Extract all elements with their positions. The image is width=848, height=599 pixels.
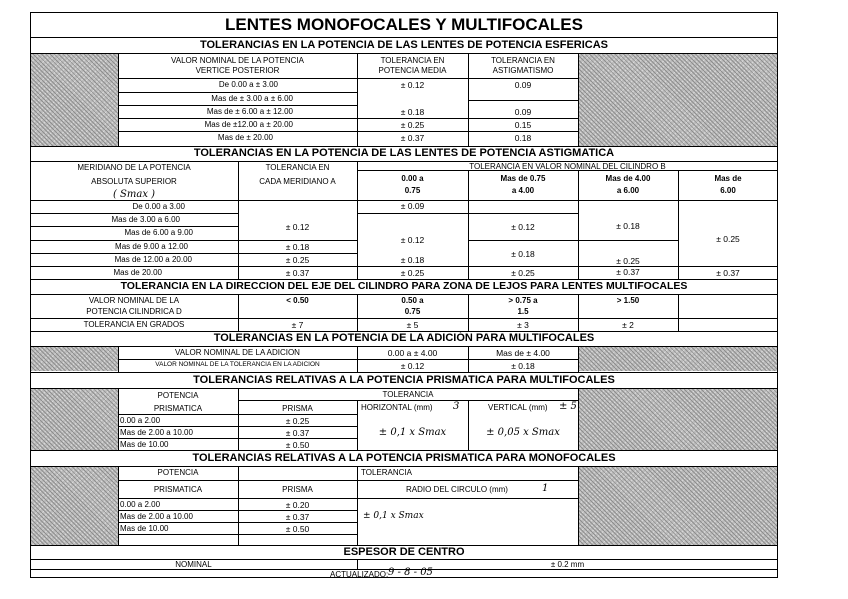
espesor-value: ± 0.2 mm xyxy=(550,560,585,569)
col-potencia-media: POTENCIA MEDIA xyxy=(378,66,447,75)
pm-vertical-value: ± 5 xyxy=(559,401,577,412)
esf-row-astig: 0.15 xyxy=(514,120,532,130)
pm-col-potencia: POTENCIA xyxy=(157,391,199,400)
shaded-area xyxy=(579,347,777,371)
shaded-area xyxy=(31,467,118,545)
pm-row-label: Mas de 10.00 xyxy=(120,440,169,449)
footer-date: 9 - 8 - 05 xyxy=(388,567,433,578)
astig-cil3: ± 0.18 xyxy=(616,221,640,231)
pm-prisma: ± 0.50 xyxy=(285,440,310,450)
astigmatica-heading: TOLERANCIAS EN LA POTENCIA DE LAS LENTES DE POTENCIA ASTIGMATICA xyxy=(193,147,615,159)
eje-grados: ± 7 xyxy=(291,320,304,330)
esf-row-media: ± 0.12 xyxy=(400,80,425,90)
shaded-area xyxy=(579,54,777,146)
cil-range: 6.00 xyxy=(720,186,736,195)
pm-col-horizontal: HORIZONTAL (mm) xyxy=(361,403,433,412)
col-potencia-media: TOLERANCIA EN xyxy=(380,56,445,65)
astig-cil1: ± 0.18 xyxy=(400,255,425,265)
espesor-label: NOMINAL xyxy=(175,560,212,569)
esf-row-media: ± 0.25 xyxy=(400,120,425,130)
esfericas-heading: TOLERANCIAS EN LA POTENCIA DE LAS LENTES DE POTENCIA ESFERICAS xyxy=(199,39,609,51)
adicion-row2-label: VALOR NOMINAL DE LA TOLERANCIA EN LA ADICION xyxy=(155,361,320,368)
pm-prisma: ± 0.25 xyxy=(285,416,310,426)
esf-row-label: De 0.00 a ± 3.00 xyxy=(218,80,278,89)
astig-cil4: ± 0.25 xyxy=(716,234,740,244)
esf-row-astig: 0.09 xyxy=(514,80,532,90)
adicion-row1-value: Mas de ± 4.00 xyxy=(496,348,550,358)
adicion-row1-value: 0.00 a ± 4.00 xyxy=(387,348,438,358)
eje-label: VALOR NOMINAL DE LA xyxy=(88,296,180,305)
pmo-row-label: Mas de 2.00 a 10.00 xyxy=(120,512,193,521)
eje-grados: ± 3 xyxy=(517,320,529,330)
col-valor-nominal: VALOR NOMINAL DE LA POTENCIA xyxy=(171,56,304,65)
pmo-radio-value: 1 xyxy=(542,483,549,494)
col-astigmatismo: TOLERANCIA EN xyxy=(491,56,555,65)
astig-row-label: Mas de 9.00 a 12.00 xyxy=(115,242,188,251)
pm-horiz-formula: ± 0,1 x Smax xyxy=(378,427,447,438)
esf-row-media: ± 0.18 xyxy=(400,107,425,117)
cil-range: Mas de xyxy=(714,174,742,183)
pm-row-label: Mas de 2.00 a 10.00 xyxy=(120,428,193,437)
pm-col-vertical: VERTICAL (mm) xyxy=(488,403,548,412)
pm-vert-formula: ± 0,05 x Smax xyxy=(486,427,560,438)
adicion-row2-value: ± 0.12 xyxy=(400,361,425,371)
astig-cil3: ± 0.25 xyxy=(616,256,640,266)
eje-label: POTENCIA CILINDRICA D xyxy=(86,307,182,316)
shaded-area xyxy=(31,347,118,371)
eje-value: > 0.75 a xyxy=(508,296,538,305)
pm-col-prisma: PRISMA xyxy=(282,404,313,413)
cil-range: a 4.00 xyxy=(511,186,535,195)
col-meridiano: ABSOLUTA SUPERIOR xyxy=(91,177,177,186)
adicion-row1-label: VALOR NOMINAL DE LA ADICION xyxy=(175,348,300,357)
shaded-area xyxy=(579,389,777,450)
astig-cil4: ± 0.37 xyxy=(716,268,740,278)
cil-range: Mas de 4.00 xyxy=(605,174,651,183)
pm-col-potencia: PRISMATICA xyxy=(153,404,203,413)
cil-range: Mas de 0.75 xyxy=(500,174,546,183)
esf-row-label: Mas de ± 20.00 xyxy=(217,133,273,142)
shaded-area xyxy=(31,54,118,146)
prism-multi-heading: TOLERANCIAS RELATIVAS A LA POTENCIA PRISMATICA PARA MULTIFOCALES xyxy=(193,374,615,386)
pmo-col-radio: RADIO DEL CIRCULO (mm) xyxy=(406,485,508,494)
esf-row-media: ± 0.37 xyxy=(400,133,425,143)
pmo-row-label: Mas de 10.00 xyxy=(120,524,169,533)
astig-tol-a: ± 0.37 xyxy=(285,268,310,278)
pmo-prisma: ± 0.20 xyxy=(285,500,310,510)
cil-range: 0.00 a xyxy=(401,174,424,183)
cil-range: a 6.00 xyxy=(616,186,640,195)
astig-row-label: Mas de 12.00 a 20.00 xyxy=(114,255,192,264)
shaded-area xyxy=(579,467,777,545)
astig-row-label: Mas de 3.00 a 6.00 xyxy=(111,215,180,224)
eje-value: 0.50 a xyxy=(401,296,424,305)
eje-value: > 1.50 xyxy=(616,296,640,305)
pmo-col-potencia: POTENCIA xyxy=(157,468,199,477)
eje-grados: ± 2 xyxy=(622,320,634,330)
esf-row-label: Mas de ± 6.00 a ± 12.00 xyxy=(206,107,293,116)
espesor-heading: ESPESOR DE CENTRO xyxy=(343,546,465,558)
prism-mono-heading: TOLERANCIAS RELATIVAS A LA POTENCIA PRISMATICA PARA MONOFOCALES xyxy=(192,452,616,464)
col-tolerancia-a: TOLERANCIA EN xyxy=(265,163,330,172)
pmo-col-tolerancia: TOLERANCIA xyxy=(361,468,412,477)
astig-cil2: ± 0.25 xyxy=(511,268,535,278)
footer-label: ACTUALIZADO: xyxy=(330,570,389,579)
eje-grados-label: TOLERANCIA EN GRADOS xyxy=(83,320,185,329)
astig-tol-a: ± 0.12 xyxy=(285,222,310,232)
astig-tol-a: ± 0.25 xyxy=(285,255,310,265)
pmo-row-label: 0.00 a 2.00 xyxy=(120,500,161,509)
col-meridiano-smax: ( Smax ) xyxy=(112,189,156,200)
astig-row-label: Mas de 20.00 xyxy=(113,268,162,277)
adicion-heading: TOLERANCIAS EN LA POTENCIA DE LA ADICIÓN PARA MULTIFOCALES xyxy=(213,332,595,344)
astig-cil2: ± 0.18 xyxy=(511,249,535,259)
eje-grados: ± 5 xyxy=(406,320,419,330)
pmo-prisma: ± 0.37 xyxy=(285,512,310,522)
astig-row-label: Mas de 6.00 a 9.00 xyxy=(124,228,193,237)
eje-value: 0.75 xyxy=(404,307,421,316)
shaded-area xyxy=(31,389,118,450)
adicion-row2-value: ± 0.18 xyxy=(511,361,535,371)
col-meridiano: MERIDIANO DE LA POTENCIA xyxy=(77,163,191,172)
col-valor-nominal: VERTICE POSTERIOR xyxy=(195,66,280,75)
pmo-formula: ± 0,1 x Smax xyxy=(363,511,424,521)
eje-value: < 0.50 xyxy=(286,296,309,305)
pm-horizontal-value: 3 xyxy=(453,401,460,412)
astig-row-label: De 0.00 a 3.00 xyxy=(132,202,185,211)
sheet-title: LENTES MONOFOCALES Y MULTIFOCALES xyxy=(225,15,583,34)
astig-cil3: ± 0.37 xyxy=(616,267,640,277)
esf-row-astig: 0.18 xyxy=(514,133,532,143)
esf-row-label: Mas de ±12.00 a ± 20.00 xyxy=(204,120,293,129)
col-astigmatismo: ASTIGMATISMO xyxy=(492,66,554,75)
pmo-col-prisma: PRISMA xyxy=(282,485,313,494)
tolerance-sheet xyxy=(30,12,778,578)
eje-heading: TOLERANCIA EN LA DIRECCION DEL EJE DEL CILINDRO PARA ZONA DE LEJOS PARA LENTES MULTIFOCALES xyxy=(120,280,688,292)
esf-row-label: Mas de ± 3.00 a ± 6.00 xyxy=(211,94,293,103)
astig-cil1: ± 0.12 xyxy=(400,235,425,245)
astig-cil1: ± 0.25 xyxy=(400,268,425,278)
pm-col-tolerancia: TOLERANCIA xyxy=(382,390,434,399)
pm-row-label: 0.00 a 2.00 xyxy=(120,416,161,425)
col-cilindro-b: TOLERANCIA EN VALOR NOMINAL DEL CILINDRO B xyxy=(469,162,666,171)
astig-cil1: ± 0.09 xyxy=(400,201,425,211)
col-tolerancia-a: CADA MERIDIANO A xyxy=(259,177,336,186)
astig-tol-a: ± 0.18 xyxy=(285,242,310,252)
pmo-col-potencia: PRISMATICA xyxy=(153,485,203,494)
pmo-prisma: ± 0.50 xyxy=(285,524,310,534)
esf-row-astig: 0.09 xyxy=(514,107,532,117)
eje-value: 1.5 xyxy=(517,307,529,316)
pm-prisma: ± 0.37 xyxy=(285,428,310,438)
astig-cil2: ± 0.12 xyxy=(511,222,535,232)
cil-range: 0.75 xyxy=(404,186,421,195)
